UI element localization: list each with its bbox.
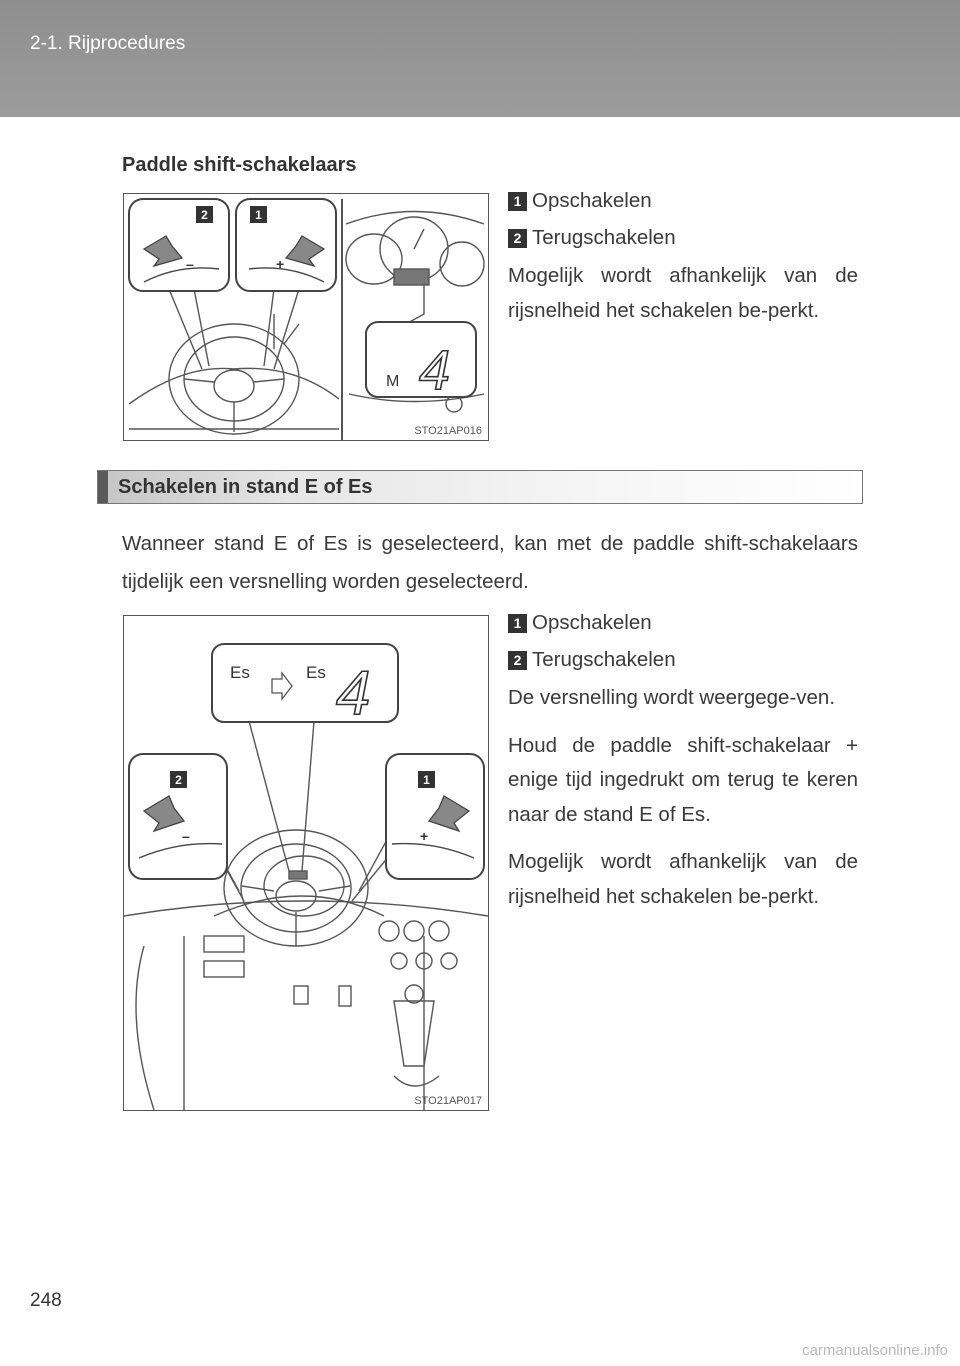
display-mode: M	[386, 373, 400, 390]
figure-code: STO21AP016	[414, 425, 482, 437]
legend-item-downshift	[508, 642, 858, 679]
section-marker	[98, 471, 108, 503]
legend-item-upshift	[508, 183, 858, 220]
display-from-mode: Es	[230, 663, 250, 682]
legend-label: Opschakelen	[532, 189, 652, 213]
display-to-mode: Es	[306, 663, 326, 682]
figure-code: STO21AP017	[414, 1095, 482, 1107]
legend-label: Opschakelen	[532, 611, 652, 635]
es-mode-illustration	[123, 615, 489, 1111]
legend-number: 2	[508, 651, 527, 670]
section-label: 2-1. Rijprocedures	[30, 33, 186, 54]
es-legend	[508, 605, 858, 927]
callout-1-number: 1	[255, 208, 262, 222]
legend-number: 2	[508, 229, 527, 248]
section-title: Schakelen in stand E of Es	[118, 476, 373, 498]
section-heading-box	[97, 470, 863, 504]
legend-label: Terugschakelen	[532, 648, 676, 672]
legend-item-downshift	[508, 220, 858, 257]
display-gear: 4	[336, 659, 371, 728]
plus-sign: +	[276, 256, 285, 272]
paddle-shift-drawing	[124, 194, 488, 440]
callout-1-number: 1	[423, 773, 430, 787]
paddle-note: Mogelijk wordt afhankelijk van de rijsnelheid het schakelen be-perkt.	[508, 264, 858, 322]
page-number: 248	[30, 1290, 62, 1311]
minus-sign: –	[182, 828, 190, 844]
paddle-legend	[508, 183, 858, 341]
paddle-shift-illustration	[123, 193, 489, 441]
callout-2-number: 2	[175, 773, 182, 787]
es-paragraph-hold: Houd de paddle shift-schakelaar + enige tijd ingedrukt om terug te keren naar de stand E of Es.	[508, 733, 858, 826]
section-intro: Wanneer stand E of Es is geselecteerd, kan met de paddle shift-schakelaars tijdelijk een versnelling worden geselecteerd.	[122, 532, 858, 593]
legend-number: 1	[508, 192, 527, 211]
legend-item-upshift	[508, 605, 858, 642]
legend-number: 1	[508, 614, 527, 633]
legend-label: Terugschakelen	[532, 226, 676, 250]
es-paragraph-display: De versnelling wordt weergege-ven.	[508, 686, 836, 709]
plus-sign: +	[420, 828, 429, 844]
callout-2-number: 2	[201, 208, 208, 222]
paddle-heading: Paddle shift-schakelaars	[122, 154, 357, 176]
minus-sign: –	[186, 256, 194, 272]
display-gear: 4	[419, 338, 451, 401]
es-paragraph-note: Mogelijk wordt afhankelijk van de rijsnelheid het schakelen be-perkt.	[508, 850, 858, 908]
es-mode-drawing	[124, 616, 488, 1110]
header-band	[0, 0, 960, 117]
watermark: carmanualsonline.info	[802, 1342, 948, 1359]
